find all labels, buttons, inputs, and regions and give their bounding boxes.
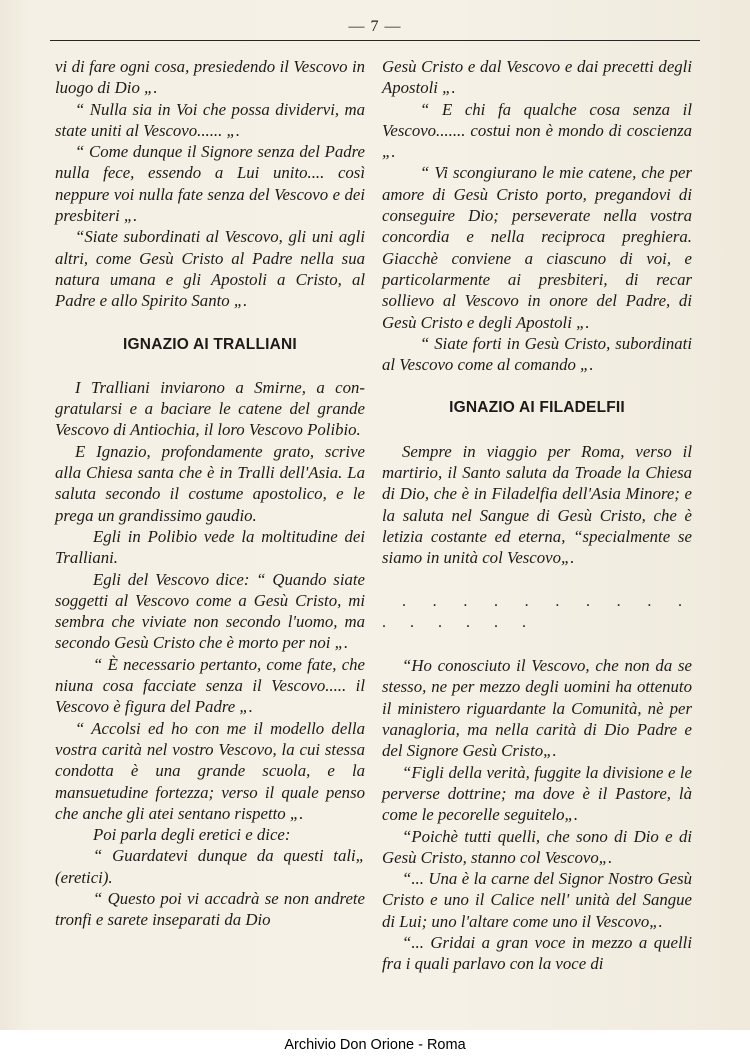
right-paragraph: “... Una è la carne del Signor Nostro Gesù Cristo e uno il Calice nell' unità del Sangue di Lui; uno l'altare come uno il Vescovo„. xyxy=(382,869,692,931)
left-paragraph: E Ignazio, profondamente grato, scrive alla Chiesa santa che è in Tralli dell'Asia. La saluta secondo il costume apostolico, e le prega un grandissimo gaudio. xyxy=(55,441,365,525)
left-column xyxy=(55,56,365,931)
section-heading-filadelfii: IGNAZIO AI FILADELFII xyxy=(449,399,625,417)
spacer xyxy=(55,312,365,334)
spacer xyxy=(382,569,692,591)
left-paragraph: “ Nulla sia in Voi che possa dividervi, ma state uniti al Vescovo...... „. xyxy=(55,99,365,140)
right-paragraph: Gesù Cristo e dal Vescovo e dai precetti degli Apostoli „. xyxy=(382,57,692,98)
page-number: — 7 — xyxy=(348,18,402,35)
archive-footer: Archivio Don Orione - Roma xyxy=(0,1030,750,1060)
right-paragraph: “Figli della verità, fuggite la divisione e le perverse dottrine; ma dove è il Pastore, là come le pecorelle seguitelo„. xyxy=(382,762,692,825)
header-rule xyxy=(50,40,700,41)
right-paragraph: “... Gridai a gran voce in mezzo a quelli fra i quali parlavo con la voce di xyxy=(382,932,692,974)
right-paragraph: “Poichè tutti quelli, che sono di Dio e di Gesù Cristo, stanno col Vescovo„. xyxy=(382,826,692,867)
spacer xyxy=(382,375,692,397)
left-paragraph: Poi parla degli eretici e dice: xyxy=(93,825,291,845)
left-paragraph: Egli del Vescovo dice: “ Quando siate soggetti al Vescovo come a Gesù Cristo, mi sembra che viviate non secondo l'uomo, ma secondo Gesù Cristo che è morto per noi „. xyxy=(55,569,365,653)
spacer xyxy=(382,419,692,441)
right-paragraph: “ E chi fa qualche cosa senza il Vescovo....... costui non è mondo di coscienza „. xyxy=(382,99,692,162)
spacer xyxy=(382,633,692,655)
left-paragraph: “ Questo poi vi accadrà se non andrete tronfi e sarete inseparati da Dio xyxy=(55,888,365,930)
left-paragraph: Egli in Polibio vede la moltitudine dei Tralliani. xyxy=(55,526,365,568)
left-paragraph: “ Accolsi ed ho con me il modello della vostra carità nel vostro Vescovo, la cui stessa condotta è una grande scuola, e la mansuetudine fortezza; verso il quale penso che anche gli atei sentano rispetto „. xyxy=(55,718,365,823)
left-paragraph: I Tralliani inviarono a Smirne, a congratularsi e a baciare le catene del grande Vescovo di Antiochia, il loro Vescovo Polibio. xyxy=(55,377,365,440)
right-paragraph: Sempre in viaggio per Roma, verso il martirio, il Santo saluta da Troade la Chiesa di Dio, che è in Filadelfia dell'Asia Minore; e la saluta nel Sangue di Gesù Cristo, che è letizia costante ed eterna, “specialmente se siamo in unità col Vescovo„. xyxy=(382,441,692,568)
left-paragraph: “ È necessario pertanto, come fate, che niuna cosa facciate senza il Vescovo..... il Vescovo è figura del Padre „. xyxy=(55,654,365,717)
ellipsis-separator: . . . . . . . . . . . . . . . . xyxy=(382,592,692,631)
right-column xyxy=(382,56,692,975)
right-paragraph: “ Siate forti in Gesù Cristo, subordinati al Vescovo come al comando „. xyxy=(382,333,692,375)
left-paragraph: vi di fare ogni cosa, presiedendo il Vescovo in luogo di Dio „. xyxy=(55,57,365,98)
left-paragraph: “Siate subordinati al Vescovo, gli uni agli altri, come Gesù Cristo al Padre nella sua natura umana e gli Apostoli a Cristo, al Padre e allo Spirito Santo „. xyxy=(55,227,365,311)
right-paragraph: “ Vi scongiurano le mie catene, che per amore di Gesù Cristo porto, pregandovi di conseguire Dio; perseverate nella vostra concordia e nella reciproca preghiera. Giacchè conviene a ciascuno di voi, e particolarmente ai presbiteri, di recar sollievo al Vescovo in onore del Padre, di Gesù Cristo e degli Apostoli „. xyxy=(382,163,692,332)
left-paragraph: “ Guardatevi dunque da questi tali„ (eretici). xyxy=(55,846,365,887)
section-heading-tralliani: IGNAZIO AI TRALLIANI xyxy=(123,335,297,353)
spacer xyxy=(55,355,365,377)
right-paragraph: “Ho conosciuto il Vescovo, che non da se stesso, ne per mezzo degli uomini ha ottenuto il ministero riguardante la Comunità, nè per vanagloria, ma nella carità di Dio Padre e del Signore Gesù Cristo„. xyxy=(382,656,692,761)
left-paragraph: “ Come dunque il Signore senza del Padre nulla fece, essendo a Lui unito.... così neppure voi nulla fate senza del Vescovo e dei presbiteri „. xyxy=(55,142,365,226)
